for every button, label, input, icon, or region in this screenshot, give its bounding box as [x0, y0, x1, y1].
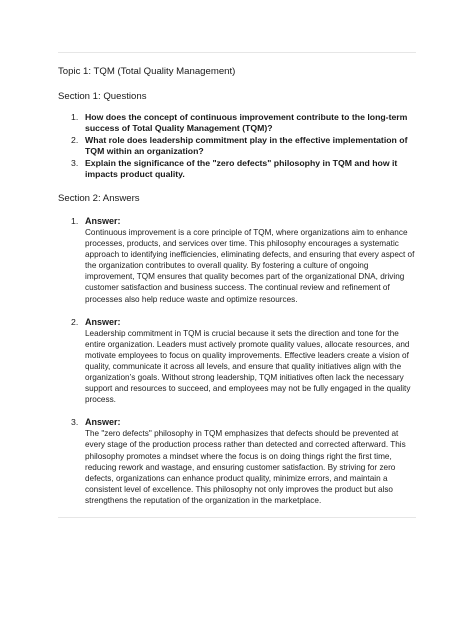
question-text: How does the concept of continuous improvement contribute to the long-term success of Total Quality Management (TQM)?	[85, 112, 408, 133]
question-item	[58, 135, 420, 157]
answer-item	[58, 416, 420, 506]
answer-text: Continuous improvement is a core principle of TQM, where organizations aim to enhance processes, products, and services over time. This philosophy encourages a systematic approach to identifying inefficiencies, eliminating defects, and ensuring that every aspect of the organization contributes to overall quality. By fostering a culture of ongoing improvement, TQM ensures that quality becomes part of the organizational DNA, driving customer satisfaction and business success. The continual review and refinement of processes also help reduce waste and optimize resources.	[85, 228, 415, 304]
section-answers-heading: Section 2: Answers	[58, 193, 140, 204]
answer-item	[58, 316, 420, 406]
answer-item	[58, 215, 420, 305]
question-number: 2.	[71, 135, 79, 145]
answer-number: 2.	[71, 316, 79, 327]
question-number: 3.	[71, 158, 79, 168]
answer-text: Leadership commitment in TQM is crucial because it sets the direction and tone for the entire organization. Leaders must actively promote quality values, allocate resources, and motivate employees to focus on quality improvements. Effective leaders create a vision of quality, communicate it across all levels, and ensure that quality initiatives align with the organization’s goals. Without strong leadership, TQM initiatives often lack the necessary support and resources to succeed, and employees may not be fully engaged in the quality process.	[85, 328, 411, 405]
answer-label: Answer:	[85, 316, 121, 327]
answer-label: Answer:	[85, 216, 121, 226]
answer-number: 1.	[71, 216, 79, 226]
question-number: 1.	[71, 112, 79, 122]
question-item	[58, 112, 420, 134]
document-body	[58, 62, 420, 517]
question-item	[58, 158, 420, 180]
answer-number: 3.	[71, 417, 79, 428]
section-questions-heading: Section 1: Questions	[58, 91, 147, 102]
topic-heading: Topic 1: TQM (Total Quality Management)	[58, 66, 236, 77]
questions-list	[58, 112, 420, 180]
question-text: Explain the significance of the "zero defects" philosophy in TQM and how it impacts product quality.	[85, 158, 398, 179]
bottom-divider	[58, 517, 416, 518]
answers-list	[58, 215, 420, 506]
answer-label: Answer:	[85, 417, 121, 428]
question-text: What role does leadership commitment play in the effective implementation of TQM within an organization?	[85, 135, 408, 156]
top-divider	[58, 52, 416, 53]
answer-text: The "zero defects" philosophy in TQM emphasizes that defects should be prevented at every stage of the production process rather than detected and corrected afterward. This philosophy promotes a mindset where the focus is on doing things right the first time, reducing rework and wastage, and ensuring customer satisfaction. By striving for zero defects, organizations can enhance product quality, minimize errors, and maintain a consistent level of excellence. This philosophy not only improves the product but also strengthens the reputation of the organization in the marketplace.	[85, 429, 406, 505]
